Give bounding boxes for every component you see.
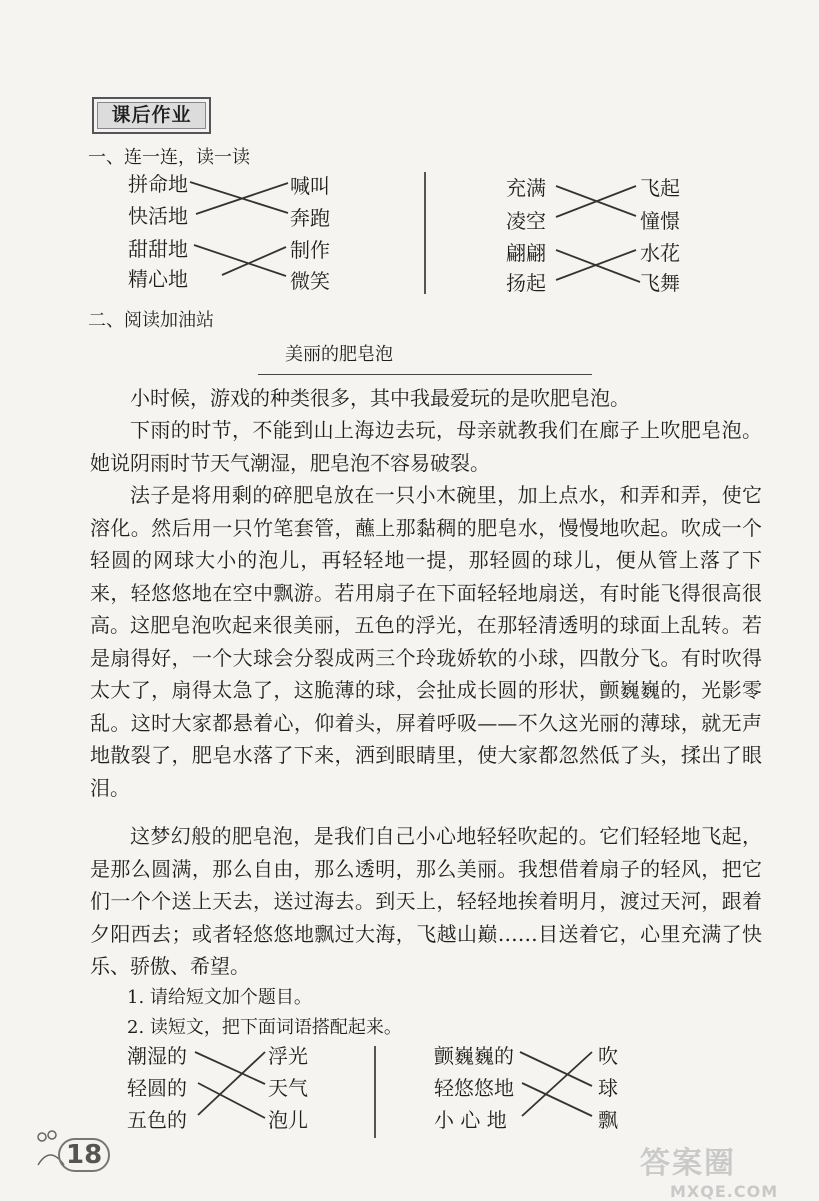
paragraph: 这梦幻般的肥皂泡，是我们自己小心地轻轻吹起的。它们轻轻地飞起，是那么圆满，那么自由，那么透明，那么美丽。我想借着扇子的轻风，把它们一个个送上天去，送过海去。到天上，轻轻地挨着明月，渡过天河，跟着夕阳西去；或者轻悠悠地飘过大海，飞越山巅……目送着它，心里充满了快乐、骄傲、希望。 [90,824,762,978]
match-line [195,1052,265,1084]
match-word: 泡儿 [268,1108,308,1132]
match-line [198,1083,265,1118]
paragraph: 小时候，游戏的种类很多，其中我最爱玩的是吹肥皂泡。 [130,386,630,410]
match-line [190,182,288,213]
match-word: 甜甜地 [128,237,188,261]
watermark-main: 答案圈 [640,1146,736,1181]
paragraph: 下雨的时节，不能到山上海边去玩，母亲就教我们在廊子上吹肥皂泡。她说阴雨时节天气潮湿，肥皂泡不容易破裂。 [90,418,762,475]
match-word: 水花 [640,241,680,265]
match-line [520,1052,592,1086]
match-word: 喊叫 [290,174,330,198]
match-word: 飞舞 [640,271,680,295]
match-word: 飞起 [640,176,680,200]
match-word: 微笑 [290,269,330,293]
match-word: 制作 [290,238,330,262]
match-word: 浮光 [268,1044,308,1068]
match-word: 凌空 [506,209,546,233]
match-word: 轻悠悠地 [434,1076,514,1100]
match-line [522,1083,592,1116]
article-title: 美丽的肥皂泡 [285,344,393,365]
section-badge: 课后作业 [92,97,211,134]
match-word: 拼命地 [128,172,188,196]
section-heading-1: 一、连一连，读一读 [88,147,250,168]
match-word: 小 心 地 [434,1108,507,1132]
page-number: 18 [58,1138,110,1172]
match-line [556,250,640,282]
match-word: 颤巍巍的 [434,1044,514,1068]
match-word: 轻圆的 [127,1076,187,1100]
match-line [522,1052,592,1116]
match-word: 翩翩 [506,241,546,265]
match-word: 奔跑 [290,206,330,230]
column-divider [374,1046,376,1138]
match-word: 充满 [506,176,546,200]
match-line [222,247,286,275]
question-2: 2. 读短文，把下面词语搭配起来。 [127,1017,402,1038]
match-word: 五色的 [127,1108,187,1132]
match-line [194,245,286,276]
match-word: 扬起 [506,271,546,295]
match-word: 憧憬 [640,209,680,233]
title-underline [258,374,592,375]
match-word: 快活地 [128,204,188,228]
paragraph: 法子是将用剩的碎肥皂放在一只小木碗里，加上点水，和弄和弄，使它溶化。然后用一只竹笔套管，蘸上那黏稠的肥皂水，慢慢地吹起。吹成一个轻圆的网球大小的泡儿，再轻轻地一提，那轻圆的球儿，便从管上落了下来，轻悠悠地在空中飘游。若用扇子在下面轻轻地扇送，有时能飞得很高很高。 [90,483,762,637]
match-word: 飘 [598,1108,618,1132]
match-line [198,1052,265,1115]
paragraph: 这肥皂泡吹起来很美丽，五色的浮光，在那轻清透明的球面上乱转。若是扇得好，一个大球会分裂成两三个玲珑娇软的小球，四散分飞。有时吹得太大了，扇得太急了，这脆薄的球，会扯成长圆的形状，颤巍巍的，光影零乱。这时大家都悬着心，仰着头，屏着呼吸——不久这光丽的薄球，就无声地散裂了，肥皂水落了下来，洒到眼睛里，使大家都忽然低了头，揉出了眼泪。 [90,613,762,800]
question-1: 1. 请给短文加个题目。 [127,987,312,1008]
match-word: 潮湿的 [127,1044,187,1068]
match-word: 球 [598,1076,618,1100]
section-heading-2: 二、阅读加油站 [88,310,214,331]
match-word: 精心地 [128,267,188,291]
watermark [640,1138,778,1201]
match-word: 天气 [268,1076,308,1100]
match-word: 吹 [598,1044,618,1068]
watermark-sub: MXQE.COM [670,1182,779,1201]
